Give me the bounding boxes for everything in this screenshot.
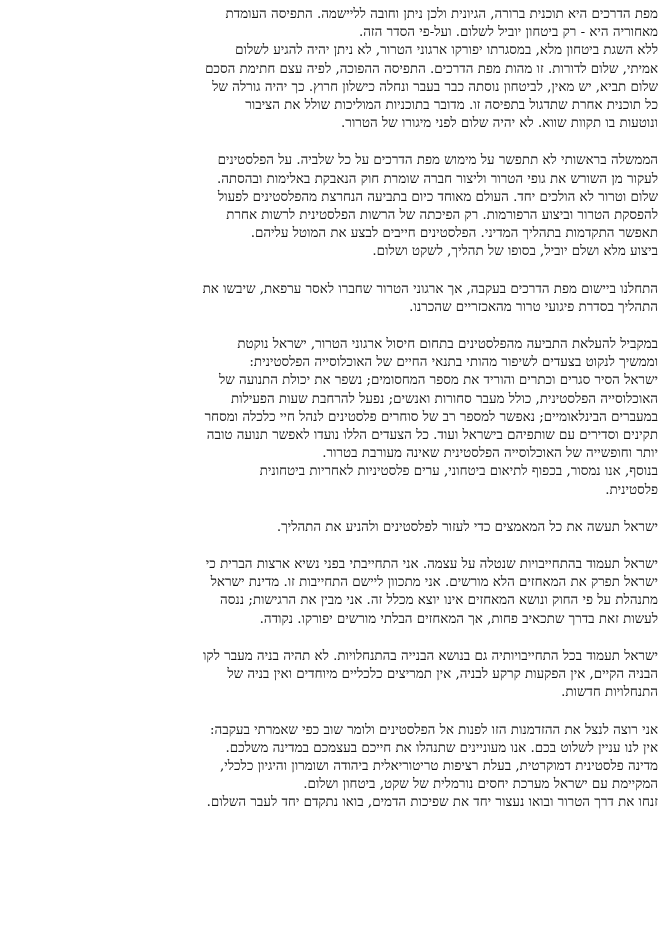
text-line: להפסקת הטרור וביצוע הרפורמות. רק הפיכתה של הרשות הפלסטינית לרשות אחרת <box>226 208 658 224</box>
paragraph-aqaba-implementation <box>14 281 658 317</box>
text-line: התחלנו ביישום מפת הדרכים בעקבה, אך ארגוני הטרור שחברו לאסר ערפאת, שיבשו את <box>202 281 658 297</box>
paragraph-israel-efforts <box>14 519 658 537</box>
text-line: הבניה הקיים, אין הפקעות קרקע לבניה, אין תמריצים כלכליים מיוחדים ואין בניה של <box>227 667 658 683</box>
text-line: ישראל תעשה את כל המאמצים כדי לעזור לפלסטינים ולהניע את התהליך. <box>276 519 658 535</box>
paragraph-outposts <box>14 556 658 629</box>
text-line: מתנהלת על פי החוק ונושא המאחזים אינו יוצא מכלל זה. אני מבין את הרגישות; ננסה <box>220 593 658 609</box>
text-line: התנחלויות חדשות. <box>561 685 658 701</box>
text-line: אני רוצה לנצל את ההזדמנות הזו לפנות אל הפלסטינים ולומר שוב כפי שאמרתי בעקבה: <box>210 722 658 738</box>
text-line: ונוטעות בו תקוות שווא. לא יהיה שלום לפני מיגורו של הטרור. <box>341 116 658 132</box>
text-line: ישראל הסיר סגרים וכתרים והוריד את מספר המחסומים; נשפר את יכולת התנועה של <box>219 373 658 389</box>
text-line: המקיימת עם ישראל מערכת יחסים נורמלית של שקט, ביטחון ושלום. <box>303 777 658 793</box>
text-line: הממשלה בראשותי לא תתפשר על מימוש מפת הדרכים על כל שלביה. על הפלסטינים <box>217 153 658 169</box>
paragraph-roadmap-principle <box>14 6 658 133</box>
text-line: ישראל תפרק את המאחזים הלא מורשים. אני מתכוון ליישם התחייבות זו. מדינת ישראל <box>210 575 658 591</box>
text-line: וממשיך לנקוט בצעדים לשיפור מהותי בתנאי החיים של האוכלוסייה הפלסטינית: <box>249 355 658 371</box>
paragraph-israeli-steps <box>14 336 658 500</box>
text-line: ישראל תעמוד בהתחייבויות שנטלה על עצמה. אני התחייבתי בפני נשיא ארצות הברית כי <box>205 557 658 573</box>
paragraph-settlement-construction <box>14 648 658 703</box>
text-line: כל תוכנית אחרת שתדגול בתפיסה זו. מדובר בתוכניות המוליכות שולל את הציבור <box>245 98 658 114</box>
text-line: אמיתי, שלום לדורות. זו מהות מפת הדרכים. התפיסה ההפוכה, לפיה עצם חתימת הסכם <box>205 61 658 77</box>
text-line: שלום וטרור לא הולכים יחד. העולם מאוחד כיום בתביעה הנחרצת מהפלסטינים לפעול <box>217 189 658 205</box>
text-line: התהליך בסדרת פיגועי טרור מהאכזריים שהכרנו. <box>409 299 658 315</box>
text-line: בנוסף, אנו נמסור, בכפוף לתיאום ביטחוני, ערים פלסטיניות לאחריות ביטחונית <box>259 464 658 480</box>
text-line: ללא השגת ביטחון מלא, במסגרתו יפורקו ארגוני הטרור, לא ניתן יהיה להגיע לשלום <box>235 43 658 59</box>
text-line: שלום תביא, יש מאין, לביטחון נוסתה כבר בעבר ונחלה כישלון חרוץ. כך יהיה גורלה של <box>212 79 658 95</box>
paragraph-government-commitment <box>14 152 658 261</box>
text-line: לעקור מן השורש את גופי הטרור וליצור חברה שומרת חוק הנאבקת באלימות ובהסתה. <box>216 171 658 187</box>
text-line: ישראל תעמוד בכל התחייבויותיה גם בנושא הבנייה בהתנחלויות. לא תהיה בניה מעבר לקו <box>203 648 658 664</box>
text-line: זנחו את דרך הטרור ובואו נעצור יחד את שפיכות הדמים, בואו נתקדם יחד לעבר השלום. <box>206 795 658 811</box>
text-line: תקינים וסדירים עם שותפיהם בישראל ועוד. כל הצעדים הללו נועדו לאפשר תנועה טובה <box>206 428 658 444</box>
text-line: ביצוע מלא ושלם יוביל, בסופו של תהליך, לשקט ושלום. <box>372 244 658 260</box>
text-line: מפת הדרכים היא תוכנית ברורה, הגיונית ולכן ניתן וחובה לליישמה. התפיסה העומדת <box>225 7 658 22</box>
text-line: פלסטינית. <box>605 482 658 498</box>
text-line: תאפשר התקדמות בתהליך המדיני. הפלסטינים חייבים לבצע את המוטל עליהם. <box>250 226 658 242</box>
text-line: במעברים הבינלאומיים; נאפשר למספר רב של סוחרים פלסטינים לנהל חיי כלכלה ומסחר <box>204 409 658 425</box>
paragraph-address-to-palestinians <box>14 722 658 813</box>
text-line: אין לנו עניין לשלוט בכם. אנו מעוניינים שתנהלו את חייכם בעצמכם במדינה משלכם. <box>225 740 658 756</box>
text-line: יותר וחופשייה של האוכלוסייה הפלסטינית שאינה מעורבת בטרור. <box>322 446 658 462</box>
text-line: האוכלוסייה הפלסטינית, כולל מעבר סחורות ואנשים; נפעל להרחבת שעות הפעילות <box>230 391 658 407</box>
text-line: מאחוריה היא - רק ביטחון יוביל לשלום. ועל-פי הסדר הזה. <box>358 25 658 41</box>
text-line: במקביל להעלאת התביעה מהפלסטינים בתחום חיסול ארגוני הטרור, ישראל נוקטת <box>237 337 658 353</box>
text-line: לעשות זאת בדרך שתכאיב פחות, אך המאחזים הבלתי מורשים יפורקו. נקודה. <box>259 611 658 627</box>
text-line: מדינה פלסטינית דמוקרטית, בעלת רציפות טריטוריאלית ביהודה ושומרון והיגיון כלכלי, <box>219 758 658 774</box>
